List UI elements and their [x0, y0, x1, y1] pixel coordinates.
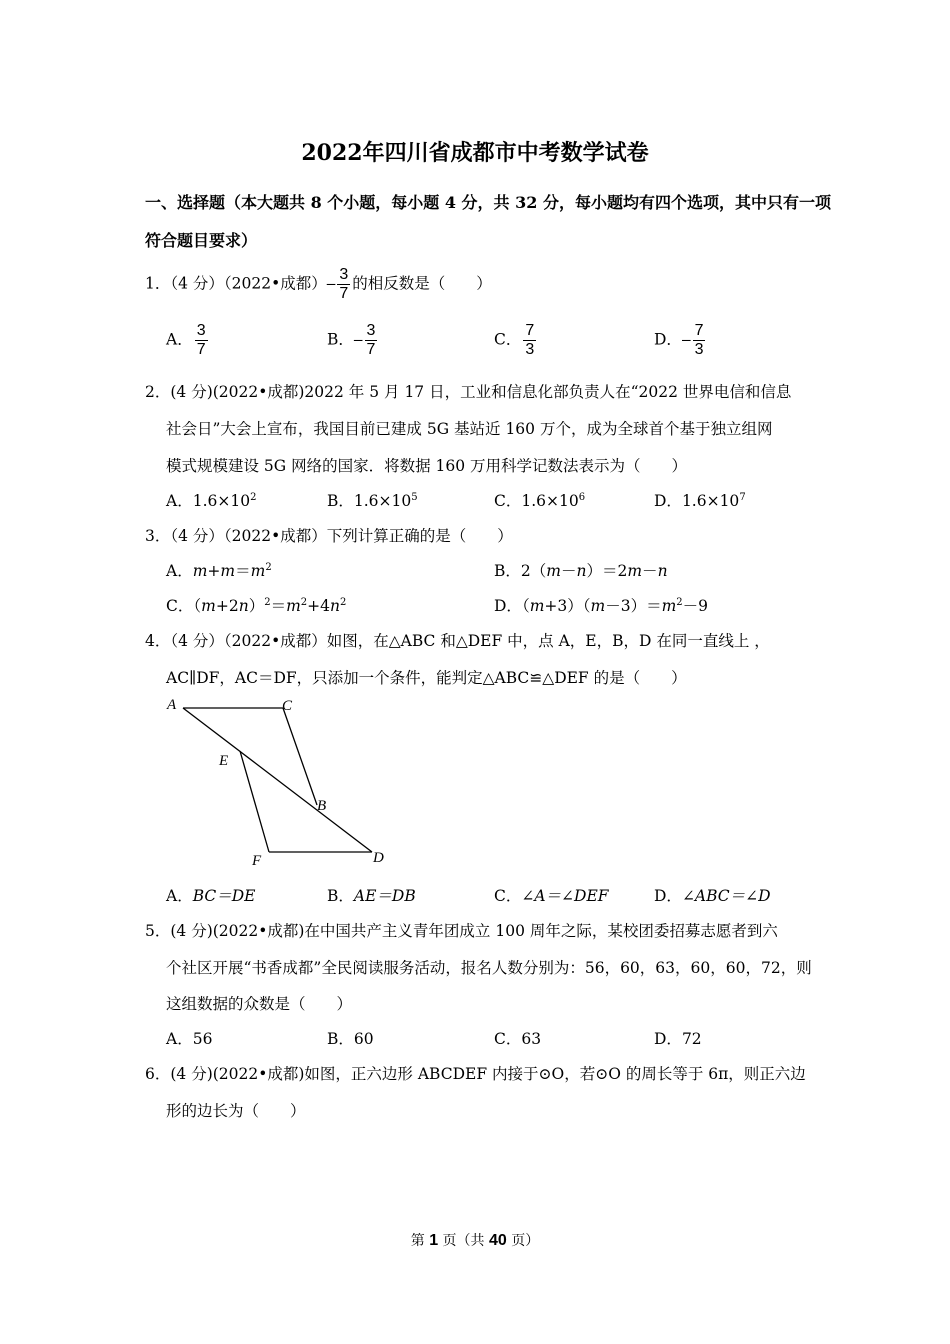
- segment-ef: [240, 751, 269, 852]
- question-2-line2: 社会日”大会上宣布，我国目前已建成 5G 基站近 160 万个，成为全球首个基于独立组网: [166, 420, 773, 438]
- question-4-option-d: D．∠ABC＝∠D: [654, 887, 771, 905]
- question-2-option-c: C．$1.6\times 10^6$: [494, 491, 586, 510]
- question-6-line2: 形的边长为（ ）: [166, 1102, 306, 1120]
- question-5-option-b: B．60: [327, 1030, 374, 1048]
- segment-cb: [283, 708, 317, 805]
- segment-ad: [183, 708, 372, 852]
- question-4-line2: AC∥DF，AC＝DF，只添加一个条件，能判定△ABC≌△DEF 的是（ ）: [166, 669, 687, 687]
- page-number: 1: [429, 1232, 439, 1249]
- question-4-figure: [160, 690, 400, 875]
- question-2-option-a: A．$1.6\times 10^2$: [166, 491, 257, 510]
- question-5-option-d: D．72: [654, 1030, 702, 1048]
- question-2-option-d: D．$1.6\times 10^7$: [654, 491, 746, 510]
- question-1-option-a: A． $\frac{3}{7}$: [166, 322, 206, 358]
- question-4-line1: 4．（4 分）（2022•成都）如图，在△ABC 和△DEF 中，点 A，E，B，D 在同一直线上 ，: [145, 632, 770, 650]
- question-4-option-c: C．∠A＝∠DEF: [494, 887, 609, 905]
- question-1-option-d: D．– $\frac{7}{3}$: [654, 322, 704, 358]
- question-1-stem: 1．（4 分）（2022•成都）– $\frac{3}{7}$ 的相反数是（ ）: [145, 266, 492, 302]
- question-6-line1: 6．(4 分)(2022•成都)如图，正六边形 ABCDEF 内接于⊙O，若⊙O 的周长等于 6π，则正六边: [145, 1065, 806, 1083]
- question-5-line3: 这组数据的众数是（ ）: [166, 995, 353, 1013]
- label-e: E: [219, 753, 229, 769]
- question-5-option-a: A．56: [166, 1030, 213, 1048]
- page-title: 2022年四川省成都市中考数学试卷: [301, 140, 649, 166]
- question-3-option-c: C．$(m+2n)^2=m^2+4n^2$: [166, 596, 347, 615]
- question-4-option-a: A．BC＝DE: [166, 887, 256, 905]
- label-b: B: [317, 798, 327, 814]
- label-f: F: [252, 853, 262, 869]
- question-4-option-b: B．AE＝DB: [327, 887, 416, 905]
- page-footer: 第 1 页（共 40 页）: [410, 1232, 540, 1249]
- section-heading-line1: 一、选择题（本大题共 8 个小题，每小题 4 分，共 32 分，每小题均有四个选项，其中只有一项: [145, 193, 831, 212]
- question-2-option-b: B．$1.6\times 10^5$: [327, 491, 418, 510]
- label-d: D: [373, 850, 384, 866]
- question-5-option-c: C．63: [494, 1030, 542, 1048]
- question-5-line1: 5．(4 分)(2022•成都)在中国共产主义青年团成立 100 周年之际，某校团委招募志愿者到六: [145, 922, 778, 940]
- label-a: A: [167, 697, 177, 713]
- question-2-line1: 2．(4 分)(2022•成都)2022 年 5 月 17 日，工业和信息化部负责人在“2022 世界电信和信息: [145, 383, 792, 401]
- fraction: $\frac{3}{7}$: [339, 266, 349, 302]
- question-5-line2: 个社区开展“书香成都”全民阅读服务活动，报名人数分别为：56，60，63，60，60，72，则: [166, 959, 812, 977]
- question-3-option-b: B．2（m－n）＝2m－n: [494, 562, 668, 580]
- label-c: C: [282, 698, 293, 714]
- question-2-line3: 模式规模建设 5G 网络的国家．将数据 160 万用科学记数法表示为（ ）: [166, 457, 688, 475]
- question-1-option-c: C． $\frac{7}{3}$: [494, 322, 535, 358]
- section-heading-line2: 符合题目要求）: [145, 231, 258, 250]
- question-3-stem: 3．（4 分）（2022•成都）下列计算正确的是（ ）: [145, 527, 513, 545]
- question-3-option-d: D．$(m+3)(m-3)=m^2-9$: [494, 596, 709, 615]
- question-3-option-a: A．$m+m=m^2$: [166, 561, 272, 580]
- page-total: 40: [489, 1232, 507, 1249]
- question-1-option-b: B．– $\frac{3}{7}$: [327, 322, 376, 358]
